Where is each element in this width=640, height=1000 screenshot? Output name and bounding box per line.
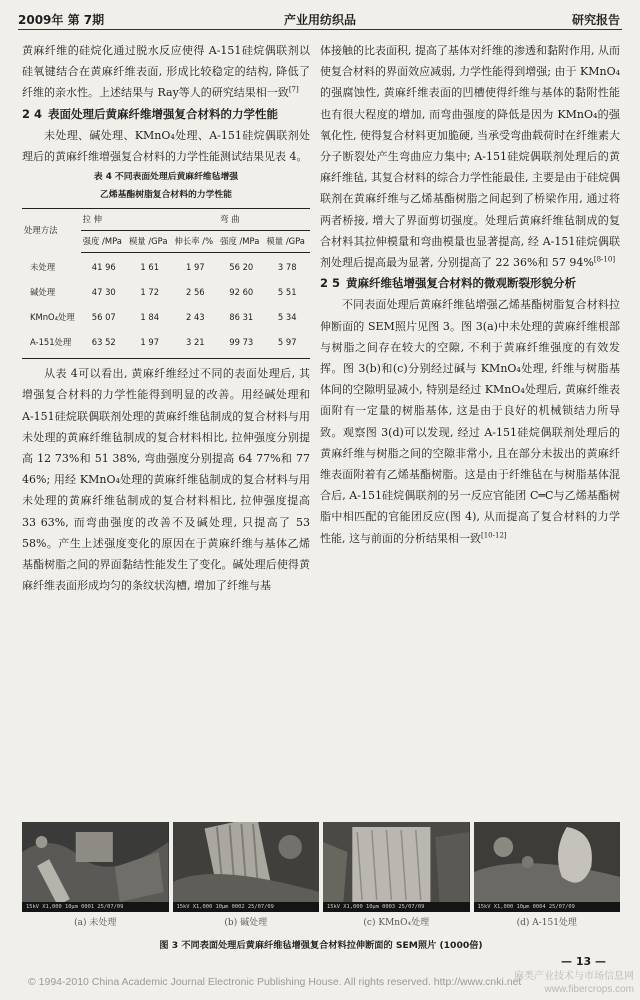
page-number: — 13 —	[561, 955, 606, 968]
site-watermark	[514, 970, 634, 996]
paragraph-analysis: 从表 4可以看出, 黄麻纤维经过不同的表面处理后, 其增强复合材料的力学性能得到明显的改善。用经碱处理和 A-151硅烷联偶联剂处理的黄麻纤维毡制成的复合材料与用未处理的黄麻纤维毡制成的复合材料相比, 拉伸强度分别提高 12 73%和 51 38%, 弯曲强度分别提高 64 77%和 77 46%; 用经 KMnO₄处理的黄麻纤维毡制成的复合材料与用未处理的黄麻纤维毡制成的复合材料相比, 拉伸强度提高 33 63%, 而弯曲强度的改善不及碱处理, 只提高了 53 58%。产生上述强度变化的原因在于黄麻纤维与基体乙烯基酯树脂之间的界面黏结性能发生了变化。碱处理后使得黄麻纤维表面形成均匀的条纹状沟槽, 增加了纤维与基	[22, 367, 310, 593]
section-heading-2-5	[320, 273, 620, 294]
watermark-line: www.fibercrops.com	[544, 984, 634, 995]
table-cell: 86 31	[229, 312, 254, 323]
table-cell: 5 51	[277, 287, 297, 298]
table-cell: 56 07	[91, 312, 116, 323]
sem-figure	[22, 822, 620, 912]
running-header	[18, 8, 622, 30]
table-cell: 2 43	[185, 312, 205, 323]
paragraph-sem-analysis: 不同表面处理后黄麻纤维毡增强乙烯基酯树脂复合材料拉伸断面的 SEM照片见图 3。图 3(a)中未处理的黄麻纤维根部与树脂之间存在较大的空隙, 不利于黄麻纤维强度的有效发挥。图 3(b)和(c)分别经过碱与 KMnO₄处理, 纤维与树脂基体间的空隙明显减小, 特别是经过 KMnO₄处理后, 黄麻纤维表面附有一定量的树脂基体, 这是由于良好的机械锁结力所导致。观察图 3(d)可以发现, 经过 A-151硅烷偶联剂处理后的黄麻纤维与树脂之间的空隙非常小, 且在部分未拔出的黄麻纤维表面附着有乙烯基酯树脂。这是由于纤维毡在与树脂基体混合后, A-151硅烷偶联剂的另一反应官能团 C═C与乙烯基酯树脂中相匹配的官能团反应(图 4), 从而提高了复合材料的力学性能, 这与前面的分析结果相一致[10-12]	[320, 298, 620, 545]
subcaption-d: (d) A-151处理	[516, 918, 577, 928]
paragraph-silane-result: 黄麻纤维的硅烷化通过脱水反应使得 A-151硅烷偶联剂以硅氧键结合在黄麻纤维表面, 形成比较稳定的结构, 降低了纤维的亲水性。上述结果与 Ray等人的研究结果相一致[7]	[22, 44, 310, 100]
sem-info-bar: 15kV X1,000 10μm 0004 25/07/09	[474, 902, 621, 912]
table-cell: 3 78	[277, 262, 297, 273]
table-cell: 2 56	[185, 287, 205, 298]
section-number: 2 4	[22, 106, 43, 121]
citation: [10-12]	[481, 531, 507, 540]
table-cell: 1 97	[140, 337, 160, 348]
sem-image-untreated	[22, 822, 169, 912]
section-title: 黄麻纤维毡增强复合材料的微观断裂形貌分析	[346, 276, 577, 291]
subcaption-b: (b) 碱处理	[224, 918, 268, 928]
table-cell: 5 34	[277, 312, 297, 323]
table-row	[22, 305, 310, 330]
table-cell: 1 84	[140, 312, 160, 323]
watermark-line: 麻类产业技术与市场信息网	[514, 971, 634, 982]
table-cell: 56 20	[229, 262, 254, 273]
journal-issue: 2009年 第 7期	[18, 13, 105, 27]
section-heading-2-4	[22, 104, 310, 125]
figure-subcaptions	[22, 915, 620, 931]
right-column	[320, 40, 620, 808]
journal-title: 产业用纺织品	[283, 13, 356, 27]
table-row	[22, 253, 310, 281]
paragraph-table-intro: 未处理、碱处理、KMnO₄处理、A-151硅烷偶联剂处理后的黄麻纤维增强复合材料的力学性能测试结果见表 4。	[22, 128, 310, 164]
table-cell: 5 97	[277, 337, 297, 348]
section-label: 研究报告	[571, 13, 620, 27]
table-subheader: 模量 /GPa	[264, 231, 310, 253]
table-cell: 63 52	[91, 337, 116, 348]
table-cell-label: 碱处理	[30, 287, 56, 298]
table-cell: 41 96	[91, 262, 116, 273]
table-cell: 47 30	[91, 287, 116, 298]
table-cell: 1 97	[185, 262, 205, 273]
sem-info-bar: 15kV X1,000 10μm 0003 25/07/09	[323, 902, 470, 912]
table-row	[22, 330, 310, 359]
table-row	[22, 280, 310, 305]
table-caption-line1: 表 4 不同表面处理后黄麻纤维毡增强	[93, 172, 239, 183]
table-subheader: 强度 /MPa	[218, 231, 264, 253]
copyright-line: © 1994-2010 China Academic Journal Electronic Publishing House. All rights reserved. http://www.cnki.net	[28, 976, 522, 988]
table-cell: 1 61	[140, 262, 160, 273]
sem-image-alkali	[173, 822, 320, 912]
table-cell: 92 60	[229, 287, 254, 298]
sem-image-a151	[474, 822, 621, 912]
table-cell: 3 21	[185, 337, 205, 348]
citation: [7]	[288, 85, 299, 94]
table-subheader: 强度 /MPa	[81, 231, 127, 253]
citation: [8-10]	[593, 255, 616, 264]
table-cell-label: KMnO₄处理	[30, 312, 75, 323]
left-column	[22, 40, 310, 808]
table-subheader: 模量 /GPa	[127, 231, 173, 253]
table-header-method: 处理方法	[24, 225, 58, 236]
section-number: 2 5	[320, 276, 341, 291]
table-cell-label: 未处理	[30, 261, 56, 272]
table-caption-line2: 乙烯基酯树脂复合材料的力学性能	[100, 190, 232, 201]
table-subheader: 伸长率 /%	[172, 231, 218, 253]
table-header-bending: 弯 曲	[218, 209, 310, 231]
sem-info-bar: 15kV X1,000 10μm 0002 25/07/09	[173, 902, 320, 912]
sem-info-bar: 15kV X1,000 10μm 0001 25/07/09	[22, 902, 169, 912]
table-cell: 99 73	[229, 337, 254, 348]
figure-caption: 图 3 不同表面处理后黄麻纤维毡增强复合材料拉伸断面的 SEM照片 (1000倍)	[159, 940, 483, 951]
sem-image-kmno4	[323, 822, 470, 912]
subcaption-a: (a) 未处理	[74, 918, 117, 928]
mechanical-properties-table	[22, 208, 310, 359]
table-header-tensile: 拉 伸	[81, 209, 218, 231]
section-title: 表面处理后黄麻纤维增强复合材料的力学性能	[48, 106, 279, 121]
subcaption-c: (c) KMnO₄处理	[363, 918, 430, 928]
table-cell: 1 72	[140, 287, 160, 298]
table-cell-label: A-151处理	[30, 337, 72, 348]
paragraph-mechanism: 体接触的比表面积, 提高了基体对纤维的渗透和黏附作用, 从而使复合材料的界面效应减弱, 力学性能得到增强; 由于 KMnO₄的强腐蚀性, 黄麻纤维表面的凹槽使得纤维与基体的黏附性能也有很大程度的增加, 而弯曲强度的降低是因为 KMnO₄的强氧化性, 使得复合材料更加脆硬, 当承受弯曲载荷时在纤维素大分子断裂处产生弯曲应力集中; A-151硅烷偶联剂处理后的黄麻纤维毡, 其复合材料的综合力学性能最佳, 主要是由于硅烷偶联剂在黄麻纤维与乙烯基酯树脂之间起到了桥梁作用, 通过将两者桥接, 增大了界面剪切强度。处理后黄麻纤维毡制成的复合材料其拉伸模量和弯曲模量也显著提高, 经 A-151硅烷偶联剂处理后提高最为显著, 分别提高了 22 36%和 57 94%[8-10]	[320, 44, 620, 270]
